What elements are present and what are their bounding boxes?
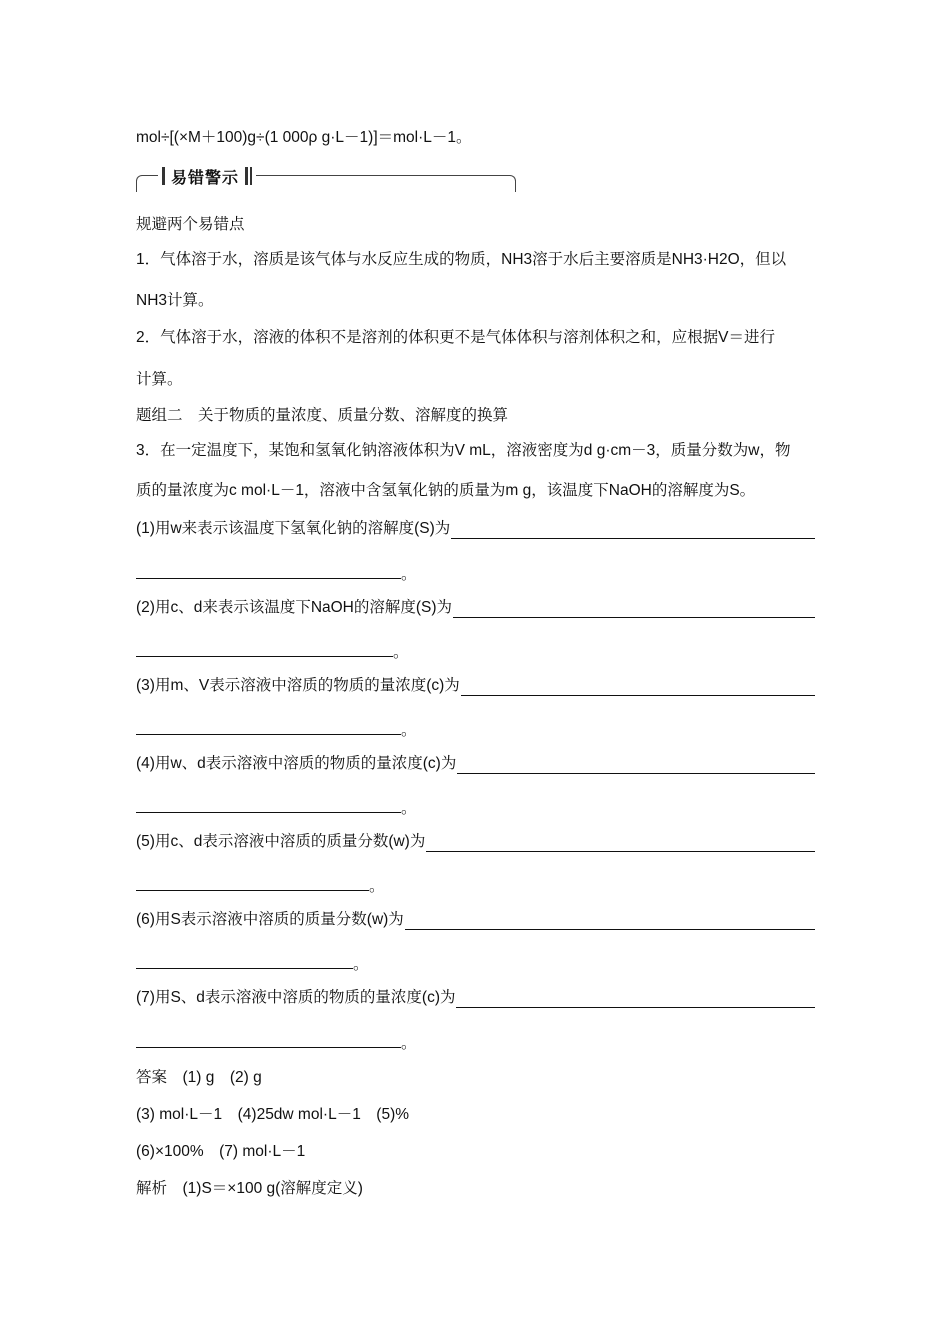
answer-blank-1[interactable] [451,523,815,539]
answer-blank-4-cont[interactable] [136,797,401,813]
sub-question-3-cont [136,719,417,741]
sub-question-4-cont [136,797,417,819]
answer-blank-7-cont[interactable] [136,1032,401,1048]
sub-question-2 [136,598,815,618]
period: 。 [401,722,417,739]
period: 。 [369,878,385,895]
sub-question-1-text: (1)用w来表示该温度下氢氧化钠的溶解度(S)为 [136,520,451,537]
sub-question-7-cont [136,1032,417,1054]
answer-blank-5[interactable] [426,836,815,852]
sub-question-5-text: (5)用c、d表示溶液中溶质的质量分数(w)为 [136,833,426,850]
answer-blank-1-cont[interactable] [136,563,401,579]
header-bar-left [162,167,165,185]
answer-blank-4[interactable] [457,758,815,774]
sub-question-3-text: (3)用m、V表示溶液中溶质的物质的量浓度(c)为 [136,677,460,694]
answer-blank-3[interactable] [461,680,815,696]
top-formula: mol÷[(×M＋100)g÷(1 000ρ g·L－1)]＝mol·L－1。 [136,129,472,146]
header-bar-right-thin [250,167,252,185]
intro-text: 规避两个易错点 [136,216,245,233]
sub-question-4-text: (4)用w、d表示溶液中溶质的物质的量浓度(c)为 [136,755,457,772]
sub-question-3 [136,676,815,696]
answer-blank-6-cont[interactable] [136,953,353,969]
sub-question-1-cont [136,563,417,585]
sub-question-6-text: (6)用S表示溶液中溶质的质量分数(w)为 [136,911,404,928]
question-3-line-2: 质的量浓度为c mol·L－1，溶液中含氢氧化钠的质量为m g，该温度下NaOH的溶解度为S。 [136,482,756,499]
sub-question-6-cont [136,953,369,975]
point-1: 1．气体溶于水，溶质是该气体与水反应生成的物质，NH3溶于水后主要溶质是NH3·H2O，但以 [136,251,787,268]
header-tag [158,163,256,189]
period: 。 [393,644,409,661]
sub-question-7-text: (7)用S、d表示溶液中溶质的物质的量浓度(c)为 [136,989,456,1006]
question-3-line-1: 3．在一定温度下，某饱和氢氧化钠溶液体积为V mL，溶液密度为d g·cm－3，质量分数为w，物 [136,442,791,459]
period: 。 [401,800,417,817]
answer-line-2: (3) mol·L－1 (4)25dw mol·L－1 (5)% [136,1106,410,1123]
sub-question-1 [136,519,815,539]
warning-header-box [136,163,516,193]
warning-header: 易错警示 [171,169,240,187]
sub-question-5-cont [136,875,385,897]
answer-blank-2-cont[interactable] [136,641,393,657]
answer-blank-5-cont[interactable] [136,875,369,891]
sub-question-2-text: (2)用c、d来表示该温度下NaOH的溶解度(S)为 [136,599,453,616]
point-2-cont: 计算。 [136,371,183,388]
answer-blank-2[interactable] [453,602,815,618]
answer-line-1: 答案 (1) g (2) g [136,1069,262,1086]
period: 。 [353,956,369,973]
sub-question-6 [136,910,815,930]
analysis-line: 解析 (1)S＝×100 g(溶解度定义) [136,1180,363,1197]
answer-blank-3-cont[interactable] [136,719,401,735]
answer-line-3: (6)×100% (7) mol·L－1 [136,1143,306,1160]
period: 。 [401,566,417,583]
sub-question-2-cont [136,641,409,663]
group-title: 题组二 关于物质的量浓度、质量分数、溶解度的换算 [136,407,509,424]
period: 。 [401,1035,417,1052]
answer-blank-7[interactable] [456,992,815,1008]
point-1-cont: NH3计算。 [136,292,214,309]
sub-question-4 [136,754,815,774]
header-bar-right [245,167,248,185]
sub-question-7 [136,988,815,1008]
answer-blank-6[interactable] [405,914,815,930]
point-2: 2．气体溶于水，溶液的体积不是溶剂的体积更不是气体体积与溶剂体积之和，应根据V＝进行 [136,329,775,346]
sub-question-5 [136,832,815,852]
